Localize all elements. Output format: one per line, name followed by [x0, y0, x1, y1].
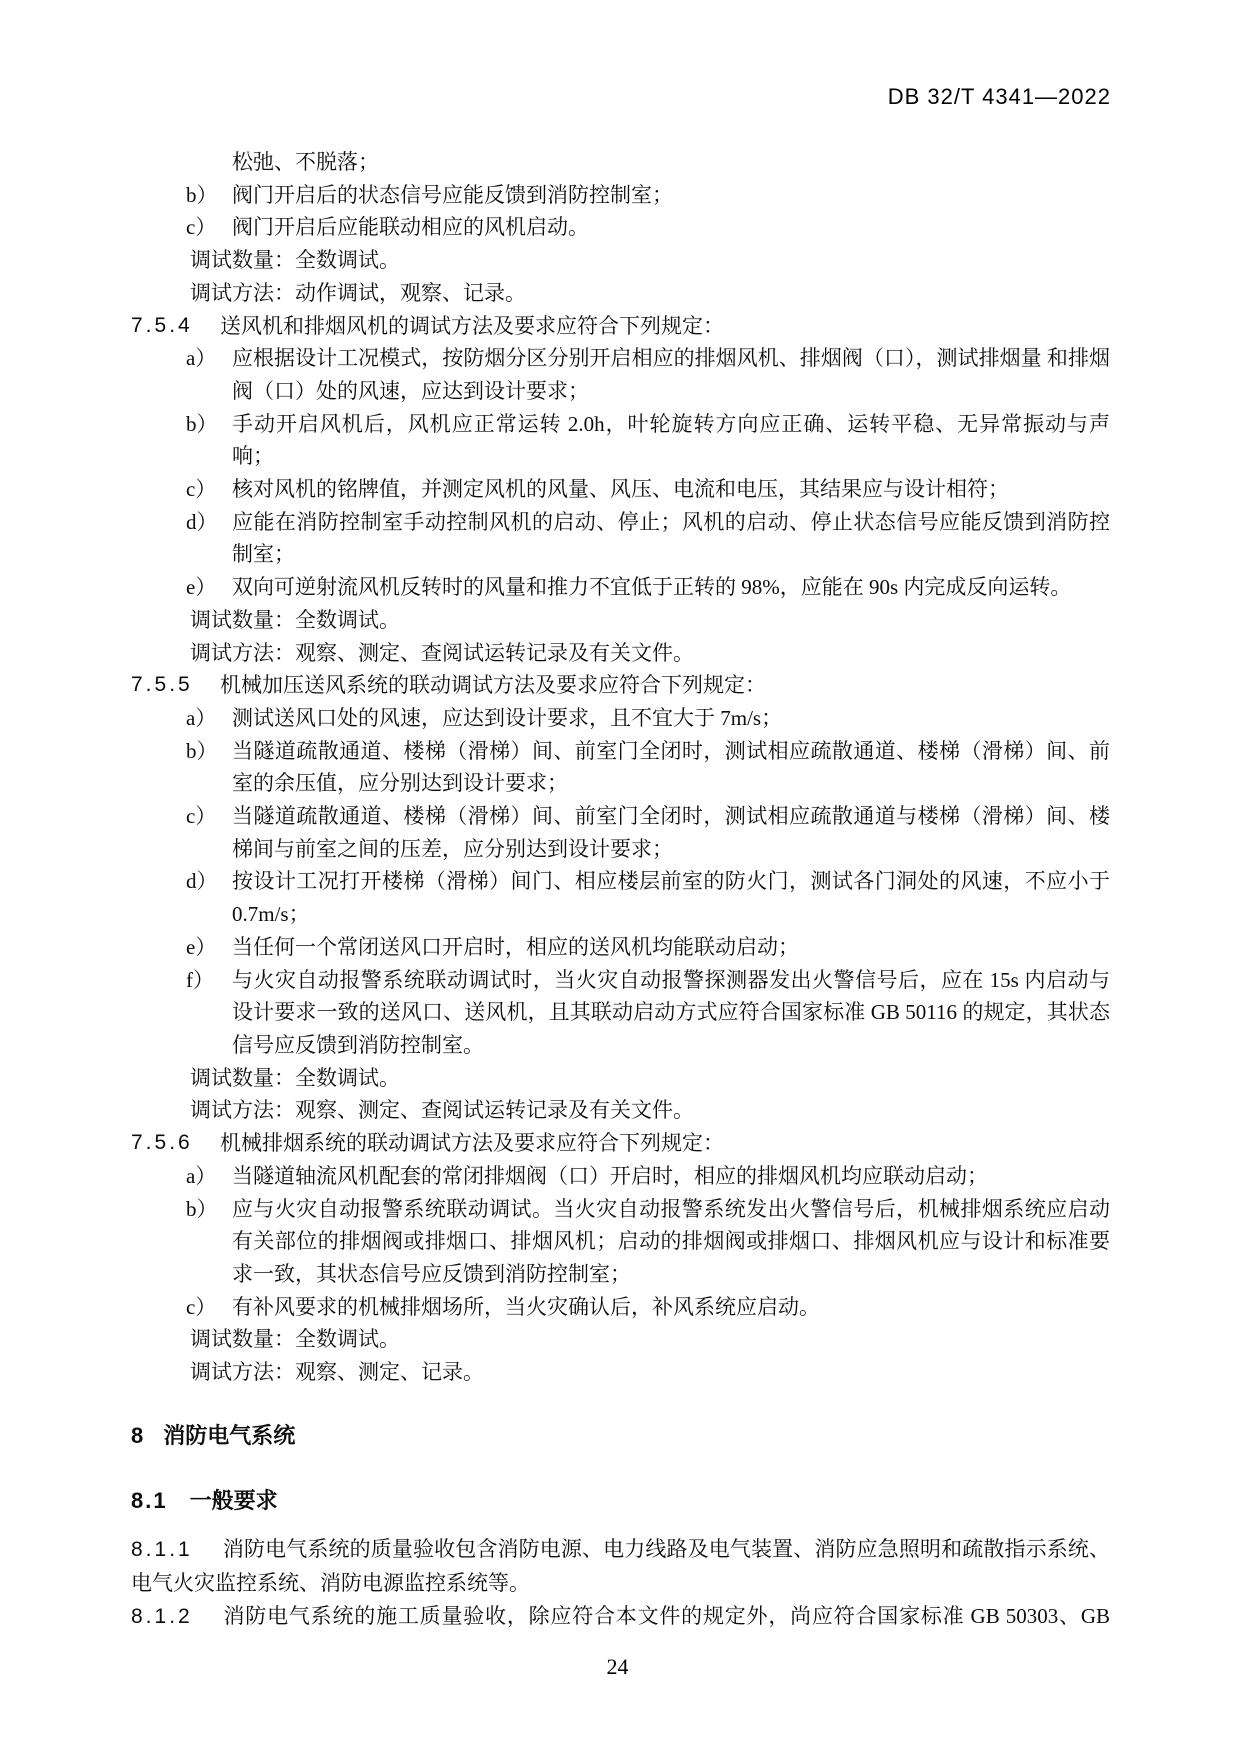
paragraph-8-1-1 — [131, 1533, 1110, 1599]
test-method-line: 调试方法：观察、测定、查阅试运转记录及有关文件。 — [190, 640, 694, 665]
list-item-7-5-4-c — [131, 473, 1110, 506]
list-item-label: a） — [186, 705, 217, 730]
test-quantity-line: 调试数量：全数调试。 — [190, 248, 400, 273]
list-item-label: b） — [186, 1196, 218, 1221]
clause-7-5-6 — [131, 1127, 1110, 1160]
list-item-7-5-5-f — [131, 964, 1110, 1062]
paragraph-8-1-2 — [131, 1600, 1110, 1634]
list-item-7-5-5-e — [131, 931, 1110, 964]
chapter-title: 消防电气系统 — [163, 1422, 296, 1448]
list-item-c — [131, 211, 1110, 244]
continuation-line: 松弛、不脱落； — [232, 150, 379, 174]
list-item-text: 与火灾自动报警系统联动调试时，当火灾自动报警探测器发出火警信号后，应在 15s 内启动与设计要求一致的送风口、送风机，且其联动启动方式应符合国家标准 GB 50116 的规定，其状态信号应反馈到消防控制室。 — [232, 967, 1110, 1057]
clause-7-5-5 — [131, 669, 1110, 702]
paragraph-text: 消防电气系统的质量验收包含消防电源、电力线路及电气装置、消防应急照明和疏散指示系统、电气火灾监控系统、消防电源监控系统等。 — [131, 1537, 1110, 1595]
clause-text: 送风机和排烟风机的调试方法及要求应符合下列规定： — [220, 313, 724, 338]
list-item-label: d） — [186, 869, 218, 894]
test-method-line: 调试方法：动作调试，观察、记录。 — [190, 280, 526, 305]
list-item-text: 当隧道疏散通道、楼梯（滑梯）间、前室门全闭时，测试相应疏散通道、楼梯（滑梯）间、前室的余压值，应分别达到设计要求； — [232, 738, 1110, 796]
list-item-7-5-6-c — [131, 1291, 1110, 1324]
chapter-number: 8 — [131, 1422, 144, 1448]
section-8-1-heading — [131, 1485, 1110, 1518]
list-item-7-5-5-b — [131, 735, 1110, 800]
list-item-7-5-6-b — [131, 1193, 1110, 1291]
list-item-label: b） — [186, 182, 218, 207]
list-item-text: 应能在消防控制室手动控制风机的启动、停止；风机的启动、停止状态信号应能反馈到消防控制室； — [232, 509, 1110, 567]
list-item-7-5-4-b — [131, 408, 1110, 473]
list-item-text: 应根据设计工况模式，按防烟分区分别开启相应的排烟风机、排烟阀（口），测试排烟量 和排烟阀（口）处的风速，应达到设计要求； — [232, 346, 1110, 403]
chapter-8-heading — [131, 1420, 1110, 1453]
test-method-line: 调试方法：观察、测定、记录。 — [190, 1360, 484, 1385]
list-item-text: 测试送风口处的风速，应达到设计要求，且不宜大于 7m/s； — [232, 705, 783, 730]
list-item-text: 当隧道疏散通道、楼梯（滑梯）间、前室门全闭时，测试相应疏散通道与楼梯（滑梯）间、楼梯间与前室之间的压差，应分别达到设计要求； — [232, 804, 1110, 861]
test-method-line: 调试方法：观察、测定、查阅试运转记录及有关文件。 — [190, 1098, 694, 1123]
section-number: 8.1 — [131, 1488, 168, 1514]
document-body — [131, 146, 1110, 1633]
list-item-label: c） — [186, 804, 217, 829]
clause-number: 7.5.4 — [131, 313, 193, 337]
standard-number-header: DB 32/T 4341—2022 — [887, 84, 1111, 109]
page-number: 24 — [606, 1654, 629, 1679]
list-item-text: 按设计工况打开楼梯（滑梯）间门、相应楼层前室的防火门，测试各门洞处的风速，不应小于 0.7m/s； — [232, 869, 1110, 927]
clause-text: 机械加压送风系统的联动调试方法及要求应符合下列规定： — [220, 673, 766, 698]
list-item-label: e） — [186, 934, 217, 959]
list-item-text: 应与火灾自动报警系统联动调试。当火灾自动报警系统发出火警信号后，机械排烟系统应启动有关部位的排烟阀或排烟口、排烟风机；启动的排烟阀或排烟口、排烟风机应与设计和标准要求一致，其状态信号应反馈到消防控制室； — [232, 1196, 1110, 1286]
test-quantity-line: 调试数量：全数调试。 — [190, 1065, 400, 1090]
clause-number: 7.5.6 — [131, 1131, 193, 1155]
list-item-text: 核对风机的铭牌值，并测定风机的风量、风压、电流和电压，其结果应与设计相符； — [232, 477, 1009, 502]
list-item-text: 当隧道轴流风机配套的常闭排烟阀（口）开启时，相应的排烟风机均应联动启动； — [232, 1163, 988, 1188]
test-quantity-line: 调试数量：全数调试。 — [190, 607, 400, 632]
paragraph-number: 8.1.2 — [131, 1604, 193, 1628]
list-item-7-5-4-d — [131, 506, 1110, 571]
list-item-label: d） — [186, 509, 218, 534]
list-item-text: 阀门开启后应能联动相应的风机启动。 — [232, 215, 589, 240]
list-item-text: 有补风要求的机械排烟场所，当火灾确认后，补风系统应启动。 — [232, 1294, 820, 1319]
clause-number: 7.5.5 — [131, 673, 193, 697]
list-item-label: c） — [186, 477, 217, 502]
list-item-7-5-4-a — [131, 342, 1110, 407]
list-item-text: 双向可逆射流风机反转时的风量和推力不宜低于正转的 98%，应能在 90s 内完成反向运转。 — [232, 575, 1072, 600]
list-item-label: a） — [186, 1163, 217, 1188]
clause-7-5-4 — [131, 310, 1110, 343]
list-item-label: a） — [186, 346, 217, 371]
list-item-text: 当任何一个常闭送风口开启时，相应的送风机均能联动启动； — [232, 934, 799, 959]
test-quantity-line: 调试数量：全数调试。 — [190, 1327, 400, 1352]
list-item-7-5-4-e — [131, 571, 1110, 604]
list-item-7-5-6-a — [131, 1160, 1110, 1193]
list-item-label: b） — [186, 411, 218, 436]
clause-text: 机械排烟系统的联动调试方法及要求应符合下列规定： — [220, 1131, 724, 1156]
list-item-7-5-5-c — [131, 800, 1110, 865]
list-item-7-5-5-d — [131, 865, 1110, 930]
list-item-label: b） — [186, 738, 218, 763]
list-item-label: c） — [186, 1294, 217, 1319]
list-item-b — [131, 179, 1110, 212]
paragraph-text: 消防电气系统的施工质量验收，除应符合本文件的规定外，尚应符合国家标准 GB 50303、GB — [222, 1603, 1110, 1628]
list-item-7-5-5-a — [131, 702, 1110, 735]
list-item-label: f） — [186, 967, 214, 992]
paragraph-number: 8.1.1 — [131, 1538, 193, 1562]
list-item-text: 手动开启风机后，风机应正常运转 2.0h，叶轮旋转方向应正确、运转平稳、无异常振动与声响； — [232, 411, 1110, 469]
list-item-label: c） — [186, 215, 217, 240]
list-item-label: e） — [186, 575, 217, 600]
list-item-text: 阀门开启后的状态信号应能反馈到消防控制室； — [232, 182, 673, 207]
section-title: 一般要求 — [189, 1488, 278, 1514]
